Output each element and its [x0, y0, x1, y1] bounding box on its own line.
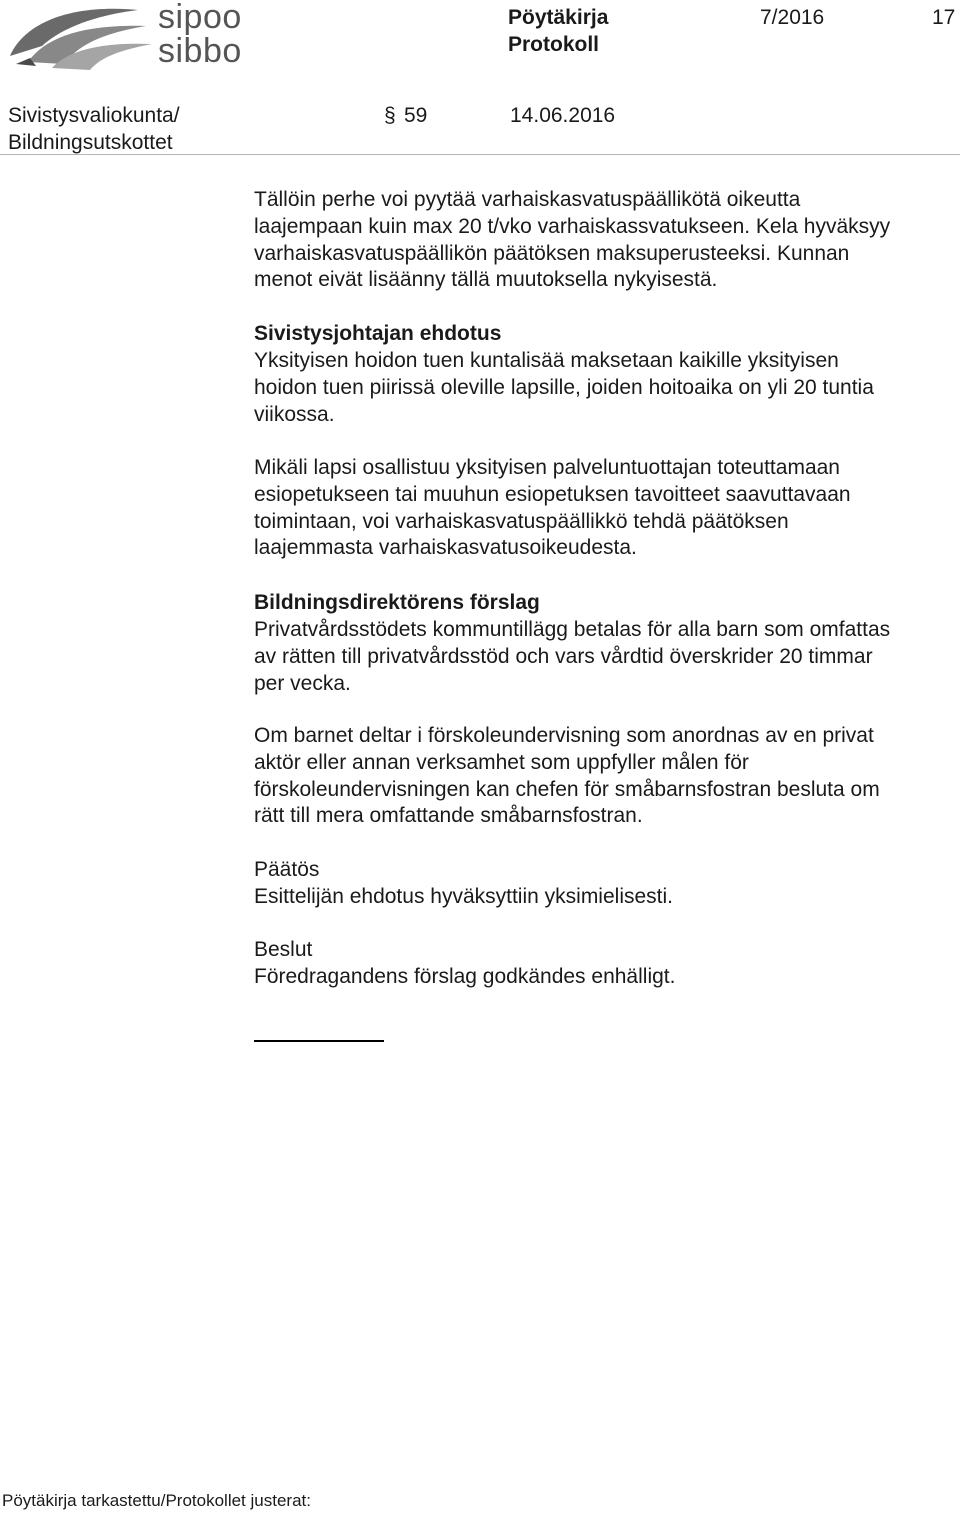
sipoo-sibbo-logo — [6, 2, 256, 72]
decision-fi-text: Esittelijän ehdotus hyväksyttiin yksimielisesti. — [254, 885, 673, 908]
text-line: menot eivät lisäänny tällä muutoksella nykyisestä. — [254, 268, 718, 292]
header-divider — [0, 154, 960, 155]
text-line: Mikäli lapsi osallistuu yksityisen palveluntuottajan toteuttamaan — [254, 456, 840, 479]
proposal-fi-paragraph-2 — [254, 455, 960, 562]
text-line: Tällöin perhe voi pyytää varhaiskasvatuspäällikötä oikeutta — [254, 188, 801, 211]
section-number: 59 — [404, 104, 428, 127]
intro-paragraph — [254, 187, 960, 294]
text-line: per vecka. — [254, 671, 351, 695]
logo-wordmark — [158, 0, 242, 68]
logo-line-sipoo: sipoo — [158, 0, 242, 36]
issue-number: 7/2016 — [760, 6, 825, 29]
decision-sv-text: Föredragandens förslag godkändes enhälligt. — [254, 965, 676, 988]
text-line: varhaiskasvatuspäällikön päätöksen maksuperusteeksi. Kunnan — [254, 241, 850, 265]
page-number: 17 — [932, 6, 956, 29]
text-line: rätt till mera omfattande småbarnsfostran. — [254, 804, 643, 828]
doc-type-sv: Protokoll — [508, 33, 600, 56]
text-line: Yksityisen hoidon tuen kuntalisää maksetaan kaikille yksityisen — [254, 349, 839, 372]
doc-type-fi: Pöytäkirja — [508, 6, 609, 29]
text-line: laajemmasta varhaiskasvatusoikeudesta. — [254, 536, 637, 560]
text-line: esiopetukseen tai muuhun esiopetuksen tavoitteet saavuttavaan — [254, 482, 851, 506]
end-rule — [254, 1040, 384, 1042]
logo-swirl-icon — [6, 2, 156, 72]
footer-checked-label: Pöytäkirja tarkastettu/Protokollet justerat: — [2, 1491, 311, 1510]
committee-name — [8, 102, 180, 156]
doc-type — [508, 4, 608, 58]
proposal-fi-paragraph-1 — [254, 348, 960, 428]
text-line: Privatvårdsstödets kommuntillägg betalas för alla barn som omfattas — [254, 618, 891, 641]
text-line: Om barnet deltar i förskoleundervisning som anordnas av en privat — [254, 724, 874, 747]
committee-fi: Sivistysvaliokunta/ — [8, 104, 180, 127]
text-line: toimintaan, voi varhaiskasvatuspäällikkö tehdä päätöksen — [254, 509, 789, 533]
text-line: laajempaan kuin max 20 t/vko varhaiskassvatukseen. Kela hyväksyy — [254, 214, 891, 238]
section-symbol: § — [384, 104, 396, 127]
committee-sv: Bildningsutskottet — [8, 131, 173, 154]
proposal-sv-heading: Bildningsdirektörens förslag — [254, 591, 540, 614]
text-line: av rätten till privatvårdsstöd och vars vårdtid överskrider 20 timmar — [254, 644, 873, 668]
decision-fi-heading: Päätös — [254, 858, 320, 881]
meeting-date: 14.06.2016 — [510, 104, 616, 127]
proposal-sv-paragraph-2 — [254, 723, 960, 830]
proposal-fi-heading: Sivistysjohtajan ehdotus — [254, 322, 502, 345]
text-line: förskoleundervisningen kan chefen för småbarnsfostran besluta om — [254, 777, 880, 801]
text-line: hoidon tuen piirissä oleville lapsille, joiden hoitoaika on yli 20 tuntia — [254, 375, 874, 399]
text-line: aktör eller annan verksamhet som uppfyller målen för — [254, 750, 749, 774]
logo-line-sibbo: sibbo — [158, 32, 242, 70]
proposal-sv-paragraph-1 — [254, 617, 960, 697]
decision-sv-heading: Beslut — [254, 938, 313, 961]
text-line: viikossa. — [254, 402, 335, 426]
